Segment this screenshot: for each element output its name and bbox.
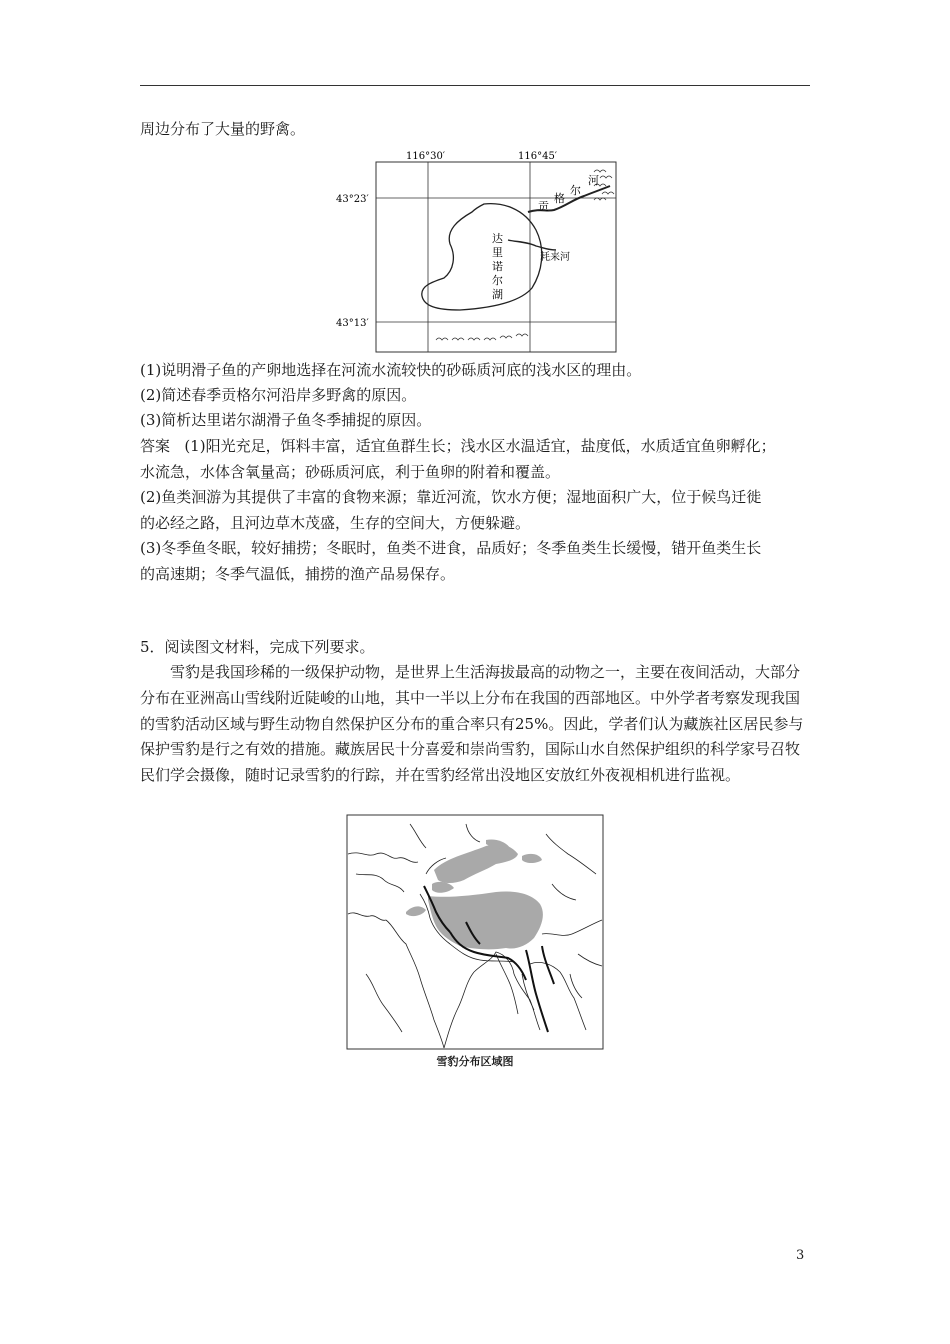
lake-outline (422, 204, 542, 310)
lat-bottom-label: 43°13′ (336, 318, 369, 329)
river1-char-3: 尔 (570, 184, 581, 197)
question-2: (2)简述春季贡格尔河沿岸多野禽的原因。 (140, 386, 417, 404)
intro-line: 周边分布了大量的野禽。 (140, 120, 306, 138)
question-5-title: 5．阅读图文材料，完成下列要求。 (140, 638, 375, 656)
question-1: (1)说明滑子鱼的产卵地选择在河流水流较快的砂砾质河底的浅水区的理由。 (140, 361, 642, 379)
lake-char-3: 诺 (492, 260, 503, 273)
haolai-river (508, 240, 556, 250)
river1-char-1: 贡 (538, 200, 549, 213)
answer-label: 答案 (140, 437, 171, 455)
answer-1-part-2: 水流急，水体含氧量高；砂砾质河底，利于鱼卵的附着和覆盖。 (140, 463, 561, 481)
river1-char-2: 格 (554, 192, 565, 205)
answer-2-part-1: (2)鱼类洄游为其提供了丰富的食物来源；靠近河流，饮水方便；湿地面积广大，位于候鸟迁徙 (140, 488, 762, 506)
lake-char-4: 尔 (492, 274, 503, 287)
lon-right-label: 116°45′ (518, 151, 558, 162)
question-3: (3)简析达里诺尔湖滑子鱼冬季捕捉的原因。 (140, 411, 432, 429)
answer-3-part-2: 的高速期；冬季气温低，捕捞的渔产品易保存。 (140, 565, 456, 583)
lake-char-1: 达 (492, 232, 503, 245)
wildfowl-symbols-bottom (436, 334, 528, 340)
lake-char-5: 湖 (492, 288, 503, 301)
answer-2-part-2: 的必经之路，且河边草木茂盛，生存的空间大，方便躲避。 (140, 514, 531, 532)
answer-3-part-1: (3)冬季鱼冬眠，较好捕捞；冬眠时，鱼类不进食，品质好；冬季鱼类生长缓慢，错开鱼类生长 (140, 539, 762, 557)
lat-top-label: 43°23′ (336, 194, 369, 205)
haolai-river-label: 耗来河 (540, 252, 570, 263)
lon-left-label: 116°30′ (406, 151, 446, 162)
lake-map (332, 146, 622, 356)
snow-leopard-map (346, 814, 604, 1050)
question-5-body: 雪豹是我国珍稀的一级保护动物，是世界上生活海拔最高的动物之一，主要在夜间活动，大部分分布在亚洲高山雪线附近陡峻的山地，其中一半以上分布在我国的西部地区。中外学者考察发现我国的雪豹活动区域与野生动物自然保护区分布的重合率只有25%。因此，学者们认为藏族社区居民参与保护雪豹是行之有效的措施。藏族居民十分喜爱和崇尚雪豹，国际山水自然保护组织的科学家号召牧民们学会摄像，随时记录雪豹的行踪，并在雪豹经常出没地区安放红外夜视相机进行监视。 (140, 663, 804, 785)
lake-char-2: 里 (492, 246, 503, 259)
river1-char-4: 河 (588, 174, 599, 187)
answer-1-part-1: (1)阳光充足，饵料丰富，适宜鱼群生长；浅水区水温适宜，盐度低，水质适宜鱼卵孵化； (184, 437, 776, 455)
answer-line-1 (140, 433, 776, 459)
header-rule (140, 85, 810, 86)
page-number: 3 (796, 1248, 805, 1263)
map-caption: 雪豹分布区域图 (436, 1055, 514, 1068)
